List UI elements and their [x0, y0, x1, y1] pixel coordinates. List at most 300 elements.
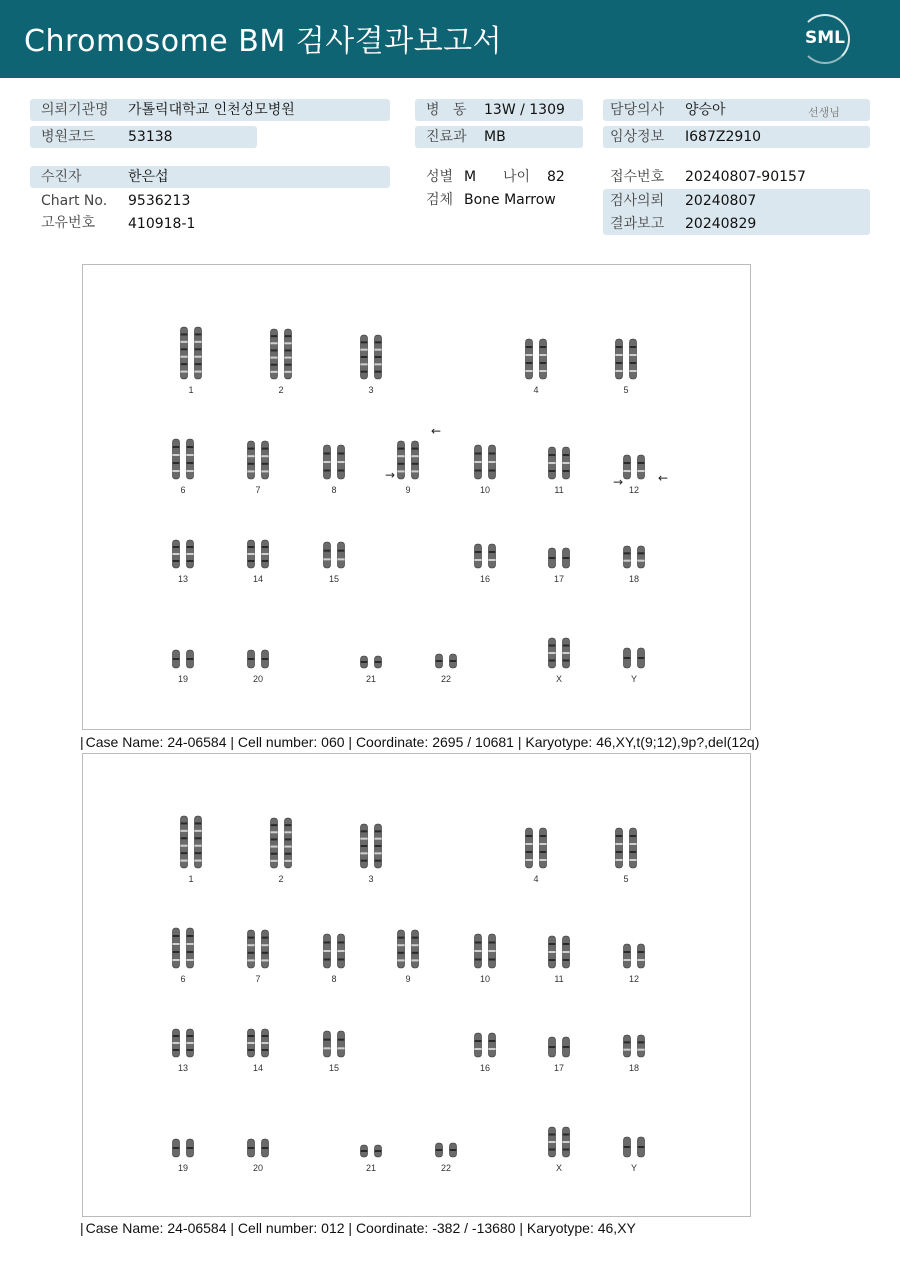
chromosome-band [338, 453, 345, 455]
chromosome-band [262, 1147, 269, 1149]
specimen-value: Bone Marrow [464, 192, 556, 208]
chromosome-band [375, 830, 382, 832]
chromosome-band [262, 944, 269, 946]
chromosome-band [338, 550, 345, 552]
chromosome-band [638, 552, 645, 554]
chromatid [262, 441, 269, 479]
chromosome-band [549, 660, 556, 662]
chromosome-band [638, 560, 645, 562]
chromosome-band [195, 837, 202, 839]
chromosome-band [324, 550, 331, 552]
hospital-code-label: 병원코드 [41, 129, 96, 145]
chromosome-pair [248, 441, 269, 479]
chromosome-pair [624, 944, 645, 968]
chromosome-band [271, 860, 278, 862]
chromosome-band [181, 356, 188, 358]
chromatid [624, 944, 631, 968]
chromosome-band [271, 853, 278, 855]
chromosome-band [540, 843, 547, 845]
chromosome-band [563, 470, 570, 472]
chromatid [262, 930, 269, 968]
chromosome-band [173, 1147, 180, 1149]
chromosome-band [195, 333, 202, 335]
ward-label: 병 동 [426, 102, 467, 118]
chromosome-band [324, 558, 331, 560]
chromosome-band [412, 470, 419, 472]
chromosome-band [549, 645, 556, 647]
sex-value: M [464, 169, 477, 185]
chromatid [173, 928, 180, 968]
chromosome-pair [271, 818, 292, 868]
chromosome-pair [324, 934, 345, 968]
chromosome-pair [173, 1029, 194, 1057]
chromosome-label: 18 [628, 574, 640, 584]
chromosome-label: 2 [278, 874, 284, 884]
chromosome-band [361, 852, 368, 854]
chromosome-band [489, 559, 496, 561]
chromosome-band [271, 838, 278, 840]
chromosome-band [540, 859, 547, 861]
chromosome-pair [181, 816, 202, 868]
chromosome-band [187, 454, 194, 456]
chromosome-band [173, 470, 180, 472]
chromosome-pair [248, 1029, 269, 1057]
chromosome-band [361, 356, 368, 358]
chromosome-band [248, 937, 255, 939]
chromosome-label: 16 [479, 574, 491, 584]
chromosome-band [324, 461, 331, 463]
chromosome-band [412, 952, 419, 954]
chromosome-label: 5 [623, 874, 629, 884]
chromosome-band [248, 546, 255, 548]
chromosome-band [630, 835, 637, 837]
chromosome-label: 1 [188, 385, 194, 395]
chromosome-band [173, 560, 180, 562]
chromosome-band [638, 657, 645, 659]
chromosome-band [563, 557, 570, 559]
chromosome-band [338, 1039, 345, 1041]
chromosome-band [398, 455, 405, 457]
chromosome-band [271, 371, 278, 373]
chromosome-band [616, 362, 623, 364]
chromosome-band [616, 851, 623, 853]
chromosome-band [181, 837, 188, 839]
chromosome-band [248, 1147, 255, 1149]
chromosome-band [248, 952, 255, 954]
chromosome-label: 7 [255, 974, 261, 984]
chromosome-band [285, 860, 292, 862]
chromatid [412, 930, 419, 968]
chromosome-label: 9 [405, 974, 411, 984]
chromosome-band [248, 448, 255, 450]
chromosome-label: 16 [479, 1063, 491, 1073]
chromosome-band [262, 959, 269, 961]
chromatid [616, 828, 623, 868]
chromosome-band [248, 463, 255, 465]
chromosome-band [173, 1049, 180, 1051]
chromosome-band [173, 943, 180, 945]
chromosome-pair [549, 638, 570, 668]
chromatid [638, 455, 645, 479]
chromatid [616, 339, 623, 379]
chromosome-pair [181, 327, 202, 379]
chromosome-pair [624, 1035, 645, 1057]
chromosome-band [262, 1049, 269, 1051]
chromosome-pair [616, 828, 637, 868]
chromatid [526, 339, 533, 379]
chromosome-label: 22 [440, 674, 452, 684]
chromosome-band [271, 357, 278, 359]
chromosome-pair [549, 447, 570, 479]
chromosome-band [540, 835, 547, 837]
karyogram-caption-2: | Case Name: 24-06584 | Cell number: 012 | Coordinate: -382 / -13680 | Karyotype: 46,XY [80, 1220, 636, 1236]
chromosome-band [262, 1035, 269, 1037]
chromosome-band [624, 552, 631, 554]
chromosome-band [248, 455, 255, 457]
chromosome-band [338, 461, 345, 463]
chromatid [187, 928, 194, 968]
chromosome-band [630, 851, 637, 853]
department-label: 진료과 [426, 129, 467, 145]
chromosome-band [285, 335, 292, 337]
chromosome-label: 14 [252, 574, 264, 584]
chromosome-band [638, 1041, 645, 1043]
chromosome-band [195, 356, 202, 358]
chromosome-band [489, 1040, 496, 1042]
chromosome-band [549, 1134, 556, 1136]
chromosome-band [338, 942, 345, 944]
chromatid [173, 439, 180, 479]
chromosome-band [412, 455, 419, 457]
chromosome-band [187, 935, 194, 937]
chromosome-label: 17 [553, 1063, 565, 1073]
chromosome-band [187, 446, 194, 448]
chromatid [398, 441, 405, 479]
request-date-value: 20240807 [685, 193, 757, 209]
chromosome-band [540, 370, 547, 372]
chromosome-band [338, 1047, 345, 1049]
chromosome-band [412, 944, 419, 946]
chromosome-band [436, 1149, 443, 1151]
chromosome-band [361, 1150, 368, 1152]
chromatid [338, 542, 345, 568]
chromosome-band [285, 853, 292, 855]
chromosome-pair [475, 544, 496, 568]
chromosome-band [338, 950, 345, 952]
chromosome-label: 14 [252, 1063, 264, 1073]
chromosome-pair [248, 930, 269, 968]
receipt-label: 접수번호 [610, 169, 665, 185]
chromosome-band [248, 944, 255, 946]
chromatid [638, 944, 645, 968]
chromosome-band [489, 461, 496, 463]
chromosome-band [549, 557, 556, 559]
chromosome-band [187, 658, 194, 660]
chromatid [630, 828, 637, 868]
chromosome-pair [624, 546, 645, 568]
chromosome-band [563, 951, 570, 953]
chromosome-band [526, 835, 533, 837]
chromosome-band [475, 559, 482, 561]
chromosome-band [624, 470, 631, 472]
chromosome-band [616, 354, 623, 356]
chromosome-label: Y [630, 1163, 638, 1173]
chromosome-pair [624, 1137, 645, 1157]
chromosome-band [475, 950, 482, 952]
karyogram-panel-1 [82, 264, 751, 730]
doctor-suffix: 선생님 [808, 106, 840, 119]
chromosome-band [624, 1049, 631, 1051]
chromosome-pair [398, 441, 419, 479]
receipt-value: 20240807-90157 [685, 169, 806, 185]
chromosome-band [489, 551, 496, 553]
chromosome-band [285, 364, 292, 366]
chromosome-pair [173, 928, 194, 968]
chromosome-pair [324, 542, 345, 568]
chromosome-band [181, 830, 188, 832]
chromosome-band [549, 1149, 556, 1151]
chromosome-band [285, 342, 292, 344]
requesting-org-label: 의뢰기관명 [41, 102, 109, 118]
chromosome-band [285, 838, 292, 840]
chromosome-band [285, 349, 292, 351]
chromosome-band [181, 822, 188, 824]
ward-value: 13W / 1309 [484, 102, 565, 118]
chromosome-band [173, 446, 180, 448]
chromosome-band [195, 363, 202, 365]
chromosome-band [181, 341, 188, 343]
chromosome-band [549, 943, 556, 945]
arrow-marker-icon: ← [431, 424, 442, 438]
chromosome-band [398, 937, 405, 939]
chromosome-band [262, 463, 269, 465]
chromosome-band [173, 546, 180, 548]
chromosome-band [489, 470, 496, 472]
chromosome-pair [475, 934, 496, 968]
chromosome-band [187, 1035, 194, 1037]
chromosome-band [361, 341, 368, 343]
sex-label: 성별 [426, 169, 454, 185]
chromatid [624, 546, 631, 568]
chromosome-label: 9 [405, 485, 411, 495]
chromosome-band [412, 937, 419, 939]
chromosome-band [248, 658, 255, 660]
chromosome-band [173, 935, 180, 937]
chromosome-band [630, 859, 637, 861]
requesting-org-value: 가톨릭대학교 인천성모병원 [128, 102, 295, 118]
chromosome-band [271, 335, 278, 337]
chromosome-label: 11 [554, 485, 564, 495]
chromosome-label: 13 [177, 1063, 189, 1073]
chromosome-label: 3 [368, 874, 374, 884]
chromosome-band [624, 1041, 631, 1043]
chromosome-band [540, 362, 547, 364]
chromosome-label: 11 [554, 974, 564, 984]
chromosome-band [450, 660, 457, 662]
chromosome-label: 3 [368, 385, 374, 395]
chromosome-pair [173, 650, 194, 668]
chromosome-band [173, 1035, 180, 1037]
chromosome-band [248, 553, 255, 555]
chromosome-pair [324, 1031, 345, 1057]
chromosome-band [262, 952, 269, 954]
doctor-label: 담당의사 [610, 102, 665, 118]
chromosome-band [248, 470, 255, 472]
arrow-marker-icon: ← [658, 471, 669, 485]
chromosome-pair [248, 650, 269, 668]
chromosome-band [412, 463, 419, 465]
chromosome-band [630, 370, 637, 372]
arrow-marker-icon: → [385, 468, 396, 482]
chromosome-band [450, 1149, 457, 1151]
karyogram-panel-2 [82, 753, 751, 1217]
chromosome-band [475, 959, 482, 961]
chromosome-band [187, 553, 194, 555]
chromosome-label: 19 [177, 674, 189, 684]
chromosome-band [638, 462, 645, 464]
chromosome-band [398, 952, 405, 954]
chromosome-pair [475, 1033, 496, 1057]
chromosome-band [271, 349, 278, 351]
chromosome-pair [526, 828, 547, 868]
chromosome-band [262, 448, 269, 450]
chromosome-pair [475, 445, 496, 479]
chromosome-pair [173, 540, 194, 568]
chromosome-label: 19 [177, 1163, 189, 1173]
chromosome-band [187, 1147, 194, 1149]
chromosome-band [195, 822, 202, 824]
chromosome-band [526, 843, 533, 845]
chromosome-label: 15 [328, 574, 340, 584]
chromosome-band [489, 1048, 496, 1050]
karyogram-image-1 [83, 265, 752, 731]
chromosome-band [324, 1047, 331, 1049]
chromosome-band [638, 951, 645, 953]
chromosome-band [262, 455, 269, 457]
chromosome-band [412, 959, 419, 961]
chromosome-band [338, 959, 345, 961]
chromosome-label: 20 [252, 1163, 264, 1173]
chromosome-pair [173, 1139, 194, 1157]
chromosome-band [187, 546, 194, 548]
chromosome-band [187, 959, 194, 961]
chromosome-pair [173, 439, 194, 479]
chromosome-band [624, 951, 631, 953]
chromosome-band [271, 364, 278, 366]
chromosome-band [271, 831, 278, 833]
chromosome-label: 4 [533, 874, 539, 884]
chromatid [489, 1033, 496, 1057]
chromosome-label: 8 [331, 974, 337, 984]
chromosome-band [195, 845, 202, 847]
chromosome-band [540, 354, 547, 356]
chromosome-band [549, 959, 556, 961]
chromosome-label: 10 [479, 485, 491, 495]
chromosome-band [398, 470, 405, 472]
doctor-value: 양승아 [685, 102, 726, 118]
chromosome-band [638, 959, 645, 961]
chromosome-band [361, 371, 368, 373]
chromosome-band [187, 1042, 194, 1044]
report-header [0, 0, 900, 78]
chromosome-band [563, 1141, 570, 1143]
chromosome-band [262, 1042, 269, 1044]
chromosome-band [173, 1042, 180, 1044]
chromosome-band [375, 1150, 382, 1152]
unique-value: 410918-1 [128, 216, 196, 232]
chromosome-band [248, 1042, 255, 1044]
chromosome-pair [361, 1145, 382, 1157]
chromosome-band [285, 846, 292, 848]
age-label: 나이 [503, 169, 531, 185]
chromosome-pair [549, 548, 570, 568]
chromosome-band [475, 453, 482, 455]
chromosome-band [563, 1046, 570, 1048]
chromosome-band [624, 1146, 631, 1148]
chromosome-label: 6 [180, 974, 186, 984]
chromosome-band [361, 860, 368, 862]
report-title: Chromosome BM 검사결과보고서 [24, 24, 503, 59]
chromosome-band [563, 462, 570, 464]
arrow-marker-icon: → [613, 475, 624, 489]
chromosome-pair [526, 339, 547, 379]
chromosome-band [489, 453, 496, 455]
chromosome-band [187, 1049, 194, 1051]
karyogram-image-2 [83, 754, 752, 1218]
chromatid [324, 542, 331, 568]
chromosome-pair [436, 654, 457, 668]
chromosome-band [262, 470, 269, 472]
chromatid [540, 339, 547, 379]
chromosome-band [563, 645, 570, 647]
chromosome-band [563, 1149, 570, 1151]
chromosome-band [195, 371, 202, 373]
chromosome-band [375, 363, 382, 365]
chromosome-band [361, 661, 368, 663]
unique-label: 고유번호 [41, 215, 96, 231]
chromosome-band [526, 362, 533, 364]
chromosome-band [181, 333, 188, 335]
chromosome-band [375, 852, 382, 854]
chromosome-band [181, 348, 188, 350]
chromosome-band [187, 560, 194, 562]
chromosome-band [616, 843, 623, 845]
clinical-label: 임상정보 [610, 129, 665, 145]
report-date-value: 20240829 [685, 216, 757, 232]
chromosome-band [630, 346, 637, 348]
chromosome-band [526, 346, 533, 348]
chromosome-pair [549, 936, 570, 968]
chromosome-band [361, 845, 368, 847]
chromosome-band [173, 959, 180, 961]
chromosome-label: X [555, 674, 563, 684]
patient-value: 한은섭 [128, 169, 169, 185]
chromosome-label: Y [630, 674, 638, 684]
chromatid [475, 544, 482, 568]
chromosome-band [563, 943, 570, 945]
chromosome-pair [549, 1127, 570, 1157]
chromosome-label: 15 [328, 1063, 340, 1073]
chromosome-band [262, 937, 269, 939]
chromosome-label: 5 [623, 385, 629, 395]
chromatid [489, 544, 496, 568]
chromosome-band [398, 944, 405, 946]
chromosome-band [624, 560, 631, 562]
chromosome-band [262, 658, 269, 660]
chromosome-band [526, 370, 533, 372]
chromosome-band [248, 959, 255, 961]
chromatid [630, 339, 637, 379]
